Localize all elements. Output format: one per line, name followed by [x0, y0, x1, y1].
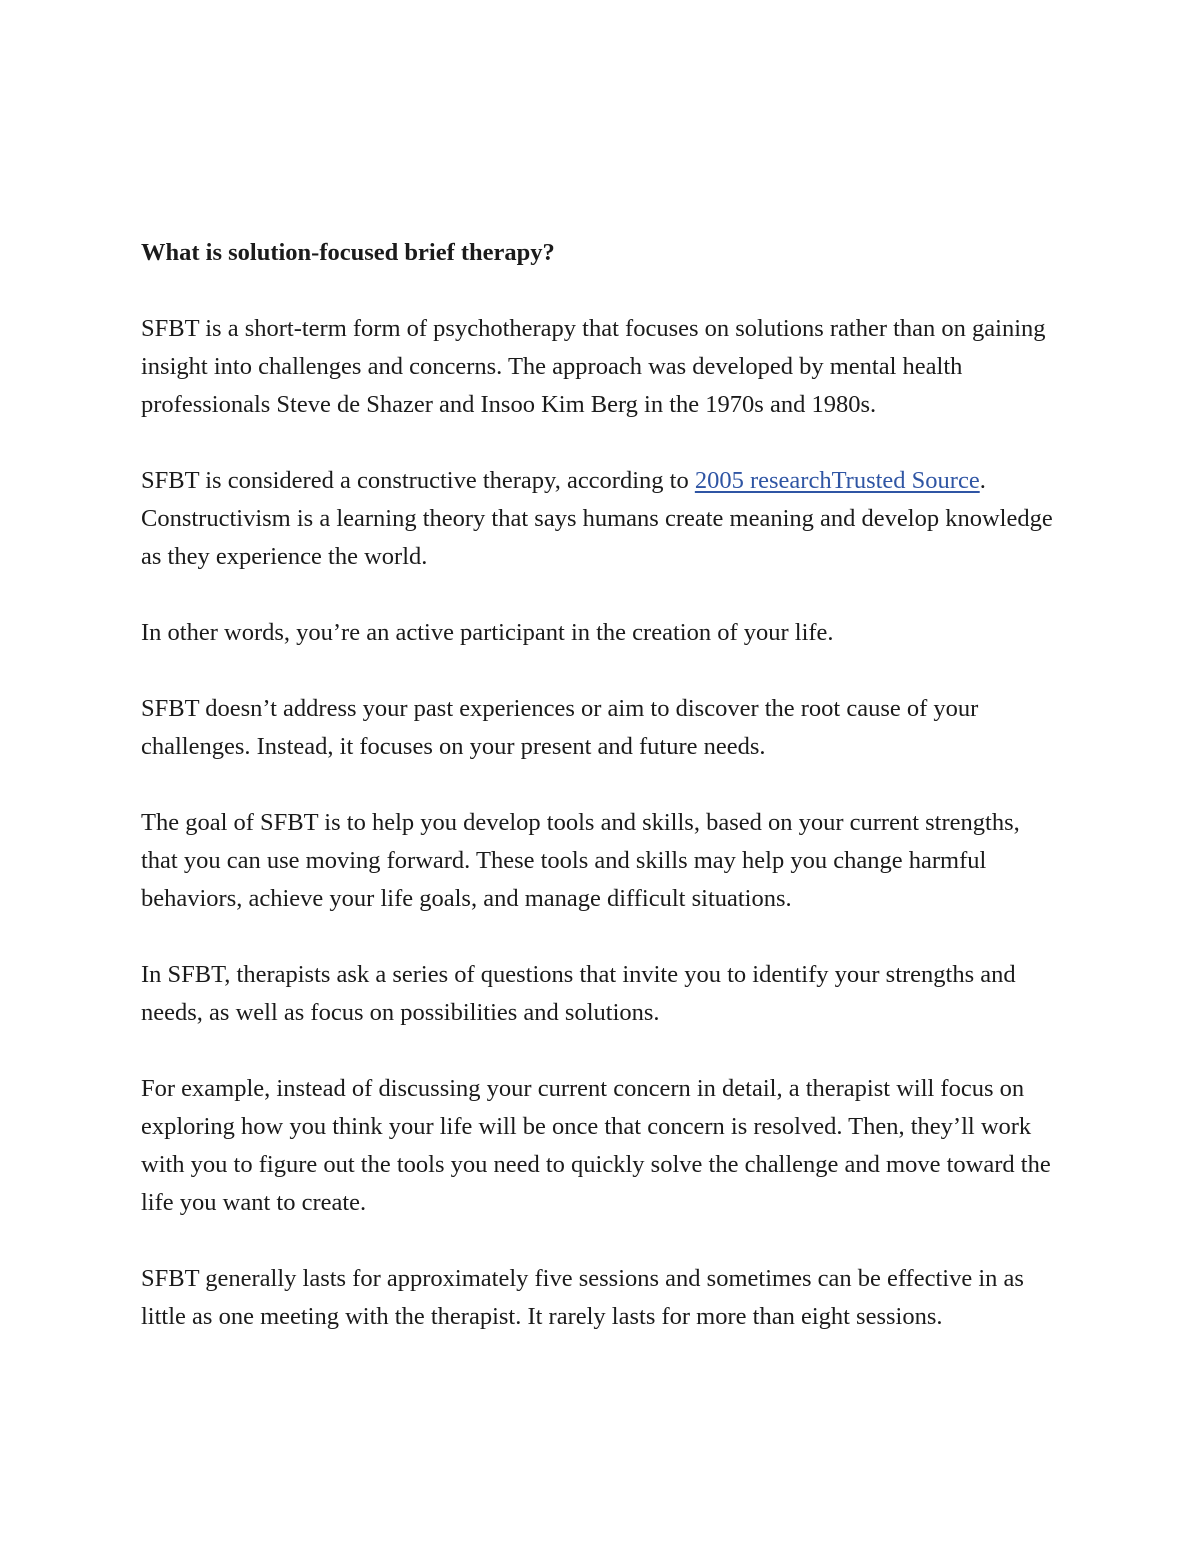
paragraph-active-participant: In other words, you’re an active participant in the creation of your life. — [141, 618, 834, 646]
paragraph-text-after-link: . Constructivism is a learning theory that says humans create meaning and develop knowledge as they experience the world. — [141, 466, 1053, 571]
document-body — [141, 234, 1061, 1374]
paragraph-example: For example, instead of discussing your current concern in detail, a therapist will focus on exploring how you think your life will be once that concern is resolved. Then, they’ll work with you to figure out the tools you need to quickly solve the challenge and move toward the life you want to create. — [141, 1074, 1051, 1217]
paragraph-constructive-therapy — [141, 462, 1061, 577]
paragraph-sfbt-definition: SFBT is a short-term form of psychotherapy that focuses on solutions rather than on gaining insight into challenges and concerns. The approach was developed by mental health professionals Steve de Shazer and Insoo Kim Berg in the 1970s and 1980s. — [141, 314, 1046, 419]
paragraph-present-future-needs: SFBT doesn’t address your past experiences or aim to discover the root cause of your challenges. Instead, it focuses on your present and future needs. — [141, 694, 979, 760]
paragraph-session-length: SFBT generally lasts for approximately five sessions and sometimes can be effective in as little as one meeting with the therapist. It rarely lasts for more than eight sessions. — [141, 1264, 1024, 1331]
paragraph-goal-of-sfbt: The goal of SFBT is to help you develop tools and skills, based on your current strengths, that you can use moving forward. These tools and skills may help you change harmful behaviors, achieve your life goals, and manage difficult situations. — [141, 808, 1020, 912]
research-source-link[interactable]: 2005 researchTrusted Source — [694, 466, 980, 494]
paragraph-therapist-questions: In SFBT, therapists ask a series of questions that invite you to identify your strengths and needs, as well as focus on possibilities and solutions. — [141, 960, 1016, 1026]
document-title: What is solution-focused brief therapy? — [141, 239, 555, 266]
paragraph-text-before-link: SFBT is considered a constructive therapy, according to — [141, 466, 695, 494]
